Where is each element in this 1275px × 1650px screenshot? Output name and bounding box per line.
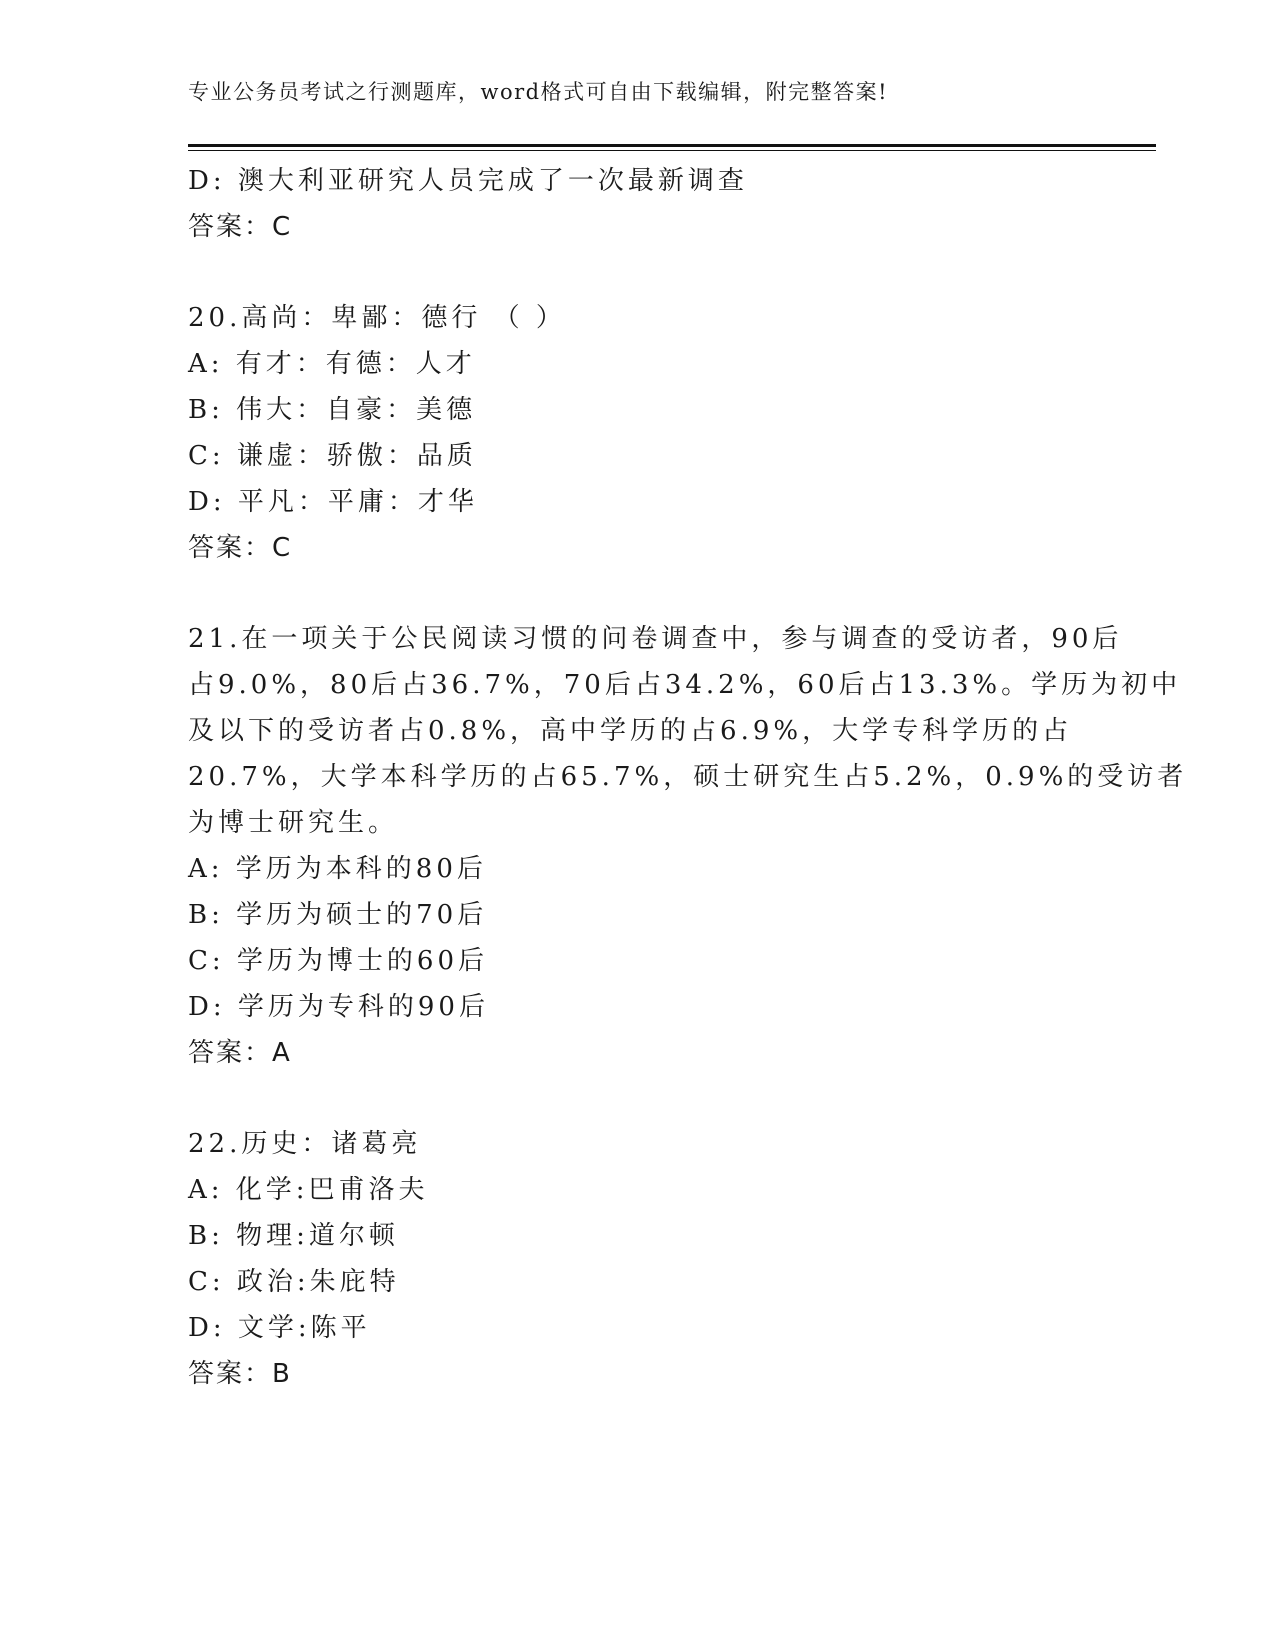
question-answer: 答案：B — [188, 1359, 292, 1389]
question-stem: 20.高尚：卑鄙：德行 （ ） — [188, 303, 566, 333]
question-stem-line-4: 20.7%，大学本科学历的占65.7%，硕士研究生占5.2%，0.9%的受访者 — [188, 762, 1188, 792]
prev-question-answer: 答案：C — [188, 212, 293, 242]
spacer — [188, 571, 1088, 616]
option-d: D: 文学:陈平 — [188, 1313, 371, 1343]
option-c: C: 谦虚：骄傲：品质 — [188, 441, 477, 471]
option-a: A: 学历为本科的80后 — [188, 854, 487, 884]
option-a: A: 有才：有德：人才 — [188, 349, 476, 379]
question-22 — [188, 1121, 1088, 1397]
header-note: 专业公务员考试之行测题库，word格式可自由下载编辑，附完整答案! — [188, 80, 889, 104]
prev-question-option-d: D: 澳大利亚研究人员完成了一次最新调查 — [188, 166, 748, 196]
option-d: D: 学历为专科的90后 — [188, 992, 489, 1022]
option-b: B: 物理:道尔顿 — [188, 1221, 399, 1251]
question-answer: 答案：C — [188, 533, 293, 563]
spacer — [188, 250, 1088, 295]
question-stem-line-3: 及以下的受访者占0.8%，高中学历的占6.9%，大学专科学历的占 — [188, 716, 1073, 746]
question-stem-line-2: 占9.0%，80后占36.7%，70后占34.2%，60后占13.3%。学历为初中 — [188, 670, 1182, 700]
option-b: B: 学历为硕士的70后 — [188, 900, 488, 930]
option-c: C: 学历为博士的60后 — [188, 946, 489, 976]
spacer — [188, 1076, 1088, 1121]
document-body — [188, 158, 1188, 1397]
question-stem-line-1: 21.在一项关于公民阅读习惯的问卷调查中，参与调查的受访者，90后 — [188, 624, 1123, 654]
question-stem-line-5: 为博士研究生。 — [188, 808, 399, 838]
question-answer: 答案：A — [188, 1038, 292, 1068]
option-b: B: 伟大：自豪：美德 — [188, 395, 477, 425]
header-rule-thick — [188, 144, 1156, 147]
option-d: D: 平凡：平庸：才华 — [188, 487, 478, 517]
question-20 — [188, 295, 1088, 571]
option-a: A: 化学:巴甫洛夫 — [188, 1175, 429, 1205]
option-c: C: 政治:朱庇特 — [188, 1267, 400, 1297]
question-21 — [188, 616, 1188, 1076]
question-stem: 22.历史：诸葛亮 — [188, 1129, 422, 1159]
header-rule-thin — [188, 150, 1156, 151]
